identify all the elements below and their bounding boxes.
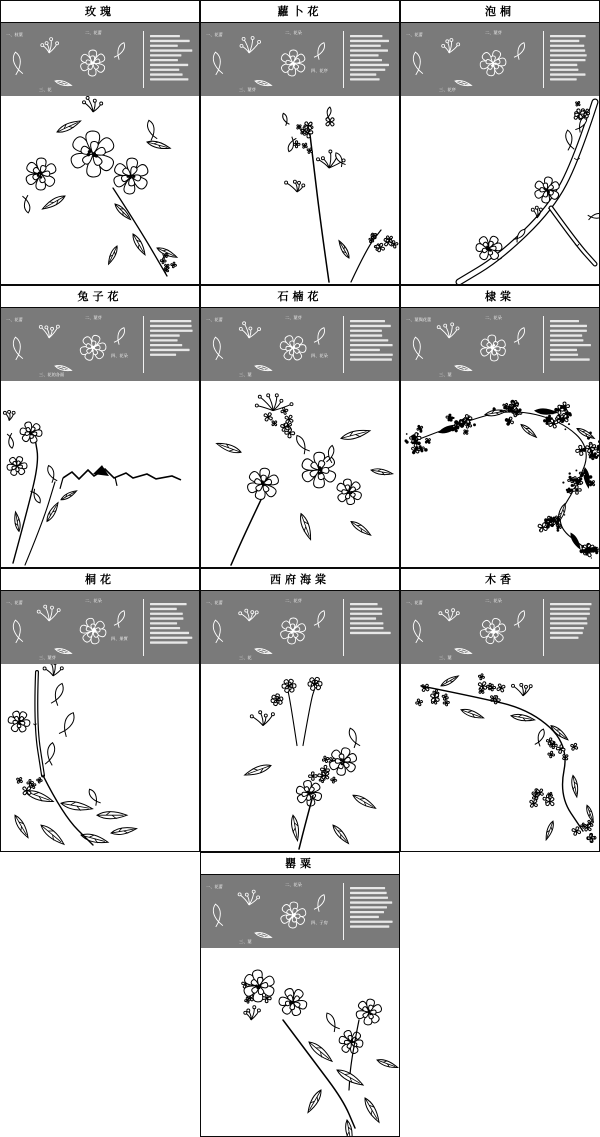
part-label: 一、葉與花蕾 [406, 317, 432, 322]
legend-sketches [1, 308, 199, 381]
part-label: 二、花朵 [285, 882, 302, 887]
part-label: 一、花蕾 [206, 32, 223, 37]
part-label: 三、葉 [439, 655, 452, 660]
part-label: 三、葉 [239, 372, 252, 377]
card-title: 石楠花 [277, 290, 323, 303]
flower-card-7 [0, 568, 200, 852]
card-title-bar [201, 286, 399, 308]
card-title: 兔子花 [77, 290, 123, 303]
part-label: 二、花朵 [85, 598, 102, 603]
card-illustration [201, 948, 399, 1136]
legend-sketches [201, 308, 399, 381]
card-illustration [401, 381, 599, 567]
flower-line-art [201, 381, 399, 567]
part-label: 一、花蕾 [6, 317, 23, 322]
flower-line-art [401, 664, 599, 851]
flower-line-art [1, 664, 199, 851]
part-label: 四、果實 [111, 636, 128, 641]
card-legend-banner [1, 591, 199, 664]
flower-card-4 [0, 285, 200, 568]
part-label: 二、花芽 [285, 598, 302, 603]
part-label: 三、花的各面 [39, 372, 65, 377]
card-title: 罌粟 [285, 857, 315, 870]
flower-line-art [201, 948, 399, 1136]
flower-card-8 [200, 568, 400, 852]
card-title: 蘿卜花 [277, 5, 323, 18]
part-label: 一、枝葉 [6, 32, 23, 37]
part-label: 三、葉芽 [39, 655, 56, 660]
legend-sketches [401, 23, 599, 96]
card-title: 泡桐 [485, 5, 515, 18]
flower-card-5 [200, 285, 400, 568]
card-legend-banner [401, 308, 599, 381]
part-label: 三、花序 [439, 87, 456, 92]
legend-sketches [401, 591, 599, 664]
part-label: 三、葉 [439, 372, 452, 377]
card-title-bar [1, 569, 199, 591]
card-legend-banner [401, 23, 599, 96]
flower-line-art [1, 96, 199, 284]
part-label: 四、子房 [311, 920, 328, 925]
part-label: 一、花蕾 [206, 884, 223, 889]
flower-card-2 [200, 0, 400, 285]
card-title-bar [201, 1, 399, 23]
card-title: 棣棠 [485, 290, 515, 303]
card-title: 西府海棠 [270, 573, 330, 586]
part-label: 三、花 [239, 655, 252, 660]
card-legend-banner [201, 591, 399, 664]
card-title-bar [401, 1, 599, 23]
part-label: 二、花朵 [485, 598, 502, 603]
part-label: 二、花蕾 [85, 30, 102, 35]
flower-line-art [201, 96, 399, 284]
card-legend-banner [201, 23, 399, 96]
flower-line-art [401, 381, 599, 567]
card-legend-banner [201, 308, 399, 381]
legend-sketches [1, 591, 199, 664]
part-label: 三、葉 [239, 939, 252, 944]
flower-card-1 [0, 0, 200, 285]
card-illustration [401, 664, 599, 851]
part-label: 三、花 [39, 87, 52, 92]
card-illustration [201, 381, 399, 567]
card-title: 木香 [485, 573, 515, 586]
legend-sketches [201, 591, 399, 664]
card-legend-banner [1, 23, 199, 96]
card-title: 玫瑰 [85, 5, 115, 18]
flower-line-art [201, 664, 399, 851]
part-label: 一、花蕾 [206, 600, 223, 605]
card-title: 桐花 [85, 573, 115, 586]
part-label: 二、花朵 [485, 315, 502, 320]
part-label: 四、花朵 [111, 353, 128, 358]
part-label: 一、花蕾 [406, 32, 423, 37]
part-label: 一、花蕾 [406, 600, 423, 605]
part-label: 一、花蕾 [6, 600, 23, 605]
card-title-bar [401, 569, 599, 591]
card-legend-banner [201, 875, 399, 948]
part-label: 二、花朵 [285, 30, 302, 35]
flower-card-3 [400, 0, 600, 285]
part-label: 四、花序 [311, 68, 328, 73]
card-title-bar [201, 569, 399, 591]
card-title-bar [1, 1, 199, 23]
part-label: 一、花蕾 [206, 317, 223, 322]
legend-sketches [201, 23, 399, 96]
card-illustration [1, 381, 199, 567]
part-label: 二、葉芽 [485, 30, 502, 35]
card-title-bar [401, 286, 599, 308]
card-illustration [1, 96, 199, 284]
card-title-bar [201, 853, 399, 875]
card-legend-banner [1, 308, 199, 381]
legend-sketches [1, 23, 199, 96]
part-label: 三、葉芽 [239, 87, 256, 92]
legend-sketches [201, 875, 399, 948]
flower-card-9 [400, 568, 600, 852]
part-label: 二、葉芽 [85, 315, 102, 320]
flower-card-6 [400, 285, 600, 568]
card-illustration [1, 664, 199, 851]
flower-line-art [401, 96, 599, 284]
flower-line-art [1, 381, 199, 567]
card-legend-banner [401, 591, 599, 664]
card-title-bar [1, 286, 199, 308]
legend-sketches [401, 308, 599, 381]
part-label: 四、花朵 [311, 353, 328, 358]
part-label: 二、葉芽 [285, 315, 302, 320]
card-illustration [201, 96, 399, 284]
card-illustration [401, 96, 599, 284]
flower-card-10 [200, 852, 400, 1137]
card-illustration [201, 664, 399, 851]
